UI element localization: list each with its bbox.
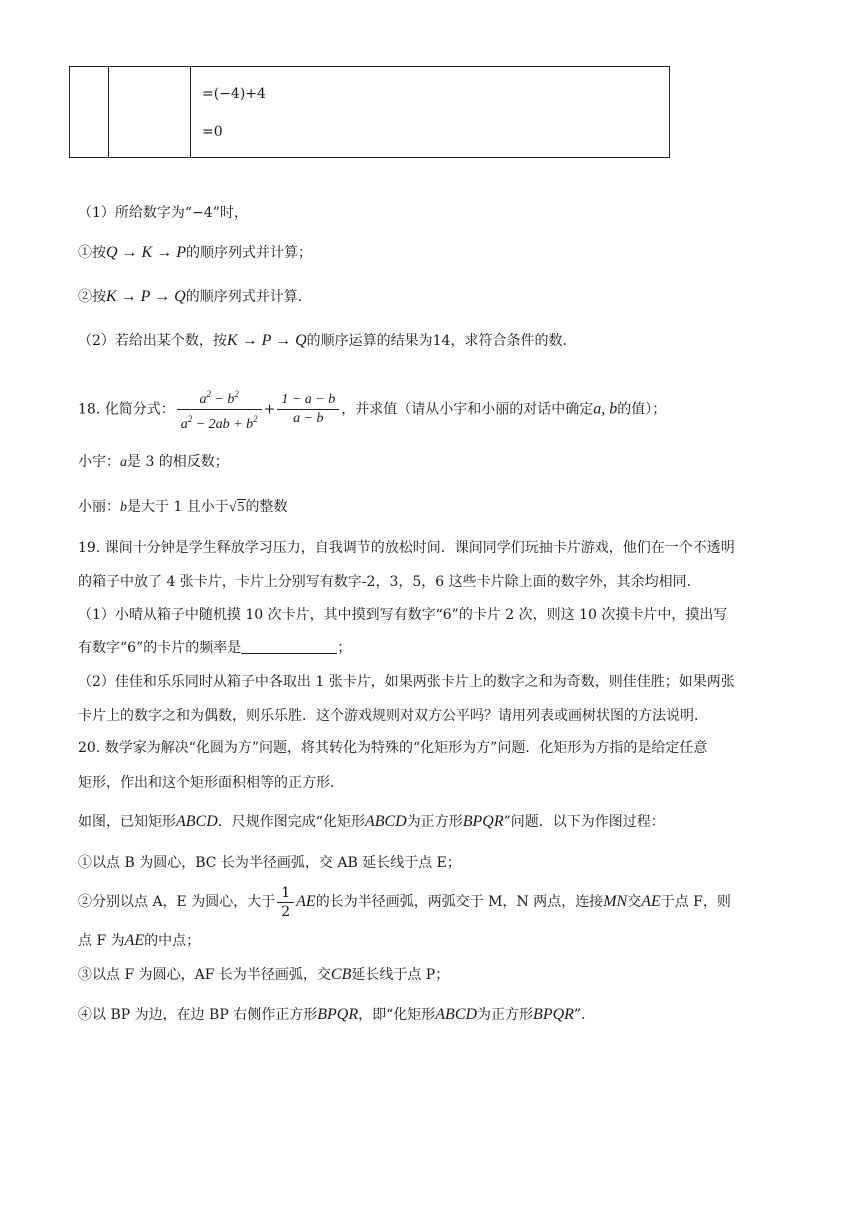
xiaoyu-text: 是 3 的相反数； [127,454,229,470]
q20-s4-text: ④以 BP 为边，在边 BP 右侧作正方形 [78,1007,318,1023]
q17-part1a-prefix: ①按 [78,245,106,261]
q20-s2-ae: AE [296,893,316,910]
q20-l3-text4: ”问题．以下为作图过程： [503,814,665,830]
q18-question [78,385,666,434]
q18-label: 18. 化简分式： [78,401,175,418]
q20-s2-ae2: AE [641,893,661,910]
q17-part1a-seq: Q → K → P [106,244,186,261]
q20-s2-text5: 点 F 为 [78,933,125,949]
q17-part1b-suffix: 的顺序列式并计算． [185,289,312,305]
q19-line-4 [78,638,351,658]
q20-s4-text3: 为正方形 [477,1007,534,1023]
q20-l3-text3: 为正方形 [406,814,463,830]
q20-s2-text6: 的中点； [144,933,201,949]
q20-s2-text2: 的长为半径画弧，两弧交于 M，N 两点，连接 [315,894,604,910]
q20-s4-text2: ，即“化矩形 [358,1007,436,1023]
q18-vars: a, b [593,400,618,418]
q20-step-4 [78,1005,595,1025]
q18-frac1-numerator: $a^2 - b^2$ [199,389,239,407]
table-cell-line: =0 [202,124,223,140]
q18-frac1-denominator: $a^2 - 2ab + b^2$ [177,409,262,434]
q20-l3-bpqr: BPQR [462,813,504,830]
q18-xiaoyu [78,452,229,473]
q20-step-2 [78,882,731,922]
xiaoli-end: 的整数 [245,499,288,515]
q20-s3-text: ③以点 F 为圆心，AF 长为半径画弧，交 [78,967,331,983]
q20-l3-abcd: ABCD [176,813,218,830]
q20-l3-abcd2: ABCD [364,813,407,830]
q17-part2-prefix: （2）若给出某个数，按 [78,333,227,349]
xiaoli-var: b [120,500,127,515]
q18-tail2: 的值）； [617,401,667,418]
q18-frac2-denominator: a − b [277,409,339,428]
q20-step-3 [78,965,449,985]
q19-line-6: 卡片上的数字之和为偶数，则乐乐胜．这个游戏规则对双方公平吗？请用列表或画树状图的方法说明． [78,708,708,724]
half-fraction [277,884,294,921]
q20-s2-text4: 于点 F，则 [660,894,731,910]
q17-part2-seq: K → P → Q [226,332,307,349]
q20-step-2-cont [78,931,200,951]
q20-s3-text2: 延长线于点 P； [351,967,450,983]
q17-part1a [78,243,312,263]
q20-s2-mn: MN [603,893,628,910]
half-denominator: 2 [277,902,294,921]
calculation-table [69,66,670,158]
xiaoli-label: 小丽： [78,499,120,515]
table-cell-line: =(−4)+4 [202,86,266,102]
q17-part1: （1）所给数字为“−4”时， [78,205,248,221]
q20-s4-text4: ”． [573,1007,596,1023]
q20-s3-cb: CB [330,966,352,983]
q17-part1b-prefix: ②按 [78,289,106,305]
q20-line-1: 20. 数学家为解决“化圆为方”问题，将其转化为特殊的“化矩形为方”问题．化矩形为方指的是给定任意 [78,740,708,756]
sqrt-radicand: 5 [237,500,245,515]
q18-plus: + [263,401,276,418]
table-divider [190,67,191,157]
xiaoyu-label: 小宇： [78,454,120,470]
q19-line-4-text: 有数字“6”的卡片的频率是 [78,640,242,656]
q17-part1b [78,287,312,307]
q20-line-2: 矩形，作出和这个矩形面积相等的正方形． [78,775,344,791]
q20-line-3 [78,812,665,832]
table-divider [108,67,109,157]
xiaoyu-var: a [120,455,127,470]
q20-s4-bpqr2: BPQR [533,1006,574,1023]
sqrt-symbol: √5 [228,500,245,515]
q18-fraction-1 [177,385,262,434]
q19-line-3: （1）小晴从箱子中随机摸 10 次卡片，其中摸到写有数字“6”的卡片 2 次，则这 10 次摸卡片中，摸出写 [78,607,728,623]
q19-line-5: （2）佳佳和乐乐同时从箱子中各取出 1 张卡片，如果两张卡片上的数字之和为奇数，则佳佳胜；如果两张 [78,674,735,690]
half-numerator: 1 [281,884,291,901]
q19-line-2: 的箱子中放了 4 张卡片，卡片上分别写有数字-2，3，5，6 这些卡片除上面的数字外，其余均相同． [78,574,701,590]
q20-l3-text2: ．尺规作图完成“化矩形 [217,814,365,830]
q20-s4-abcd: ABCD [435,1006,478,1023]
q19-line-4-end: ； [337,640,352,656]
q18-fraction-2 [277,391,339,428]
answer-blank[interactable] [241,639,337,654]
q17-part2-suffix: 的顺序运算的结果为14，求符合条件的数． [306,333,577,349]
q18-tail: ，并求值（请从小宇和小丽的对话中确定 [341,401,594,418]
q17-part2 [78,331,576,351]
q20-step-1: ①以点 B 为圆心，BC 长为半径画弧，交 AB 延长线于点 E； [78,855,461,871]
q17-part1a-suffix: 的顺序列式并计算； [186,245,312,261]
q19-line-1: 19. 课间十分钟是学生释放学习压力，自我调节的放松时间．课间同学们玩抽卡片游戏，他们在一个不透明 [78,540,735,556]
q18-xiaoli [78,497,288,518]
q20-s2-ae3: AE [124,932,145,949]
q17-part1b-seq: K → P → Q [106,288,186,305]
q20-l3-text: 如图，已知矩形 [78,814,176,830]
q20-s2-text: ②分别以点 A，E 为圆心，大于 [78,894,276,910]
q20-s2-text3: 交 [627,894,642,910]
q20-s4-bpqr: BPQR [317,1006,359,1023]
q18-frac2-numerator: 1 − a − b [281,392,336,407]
xiaoli-text: 是大于 1 且小于 [127,499,229,515]
